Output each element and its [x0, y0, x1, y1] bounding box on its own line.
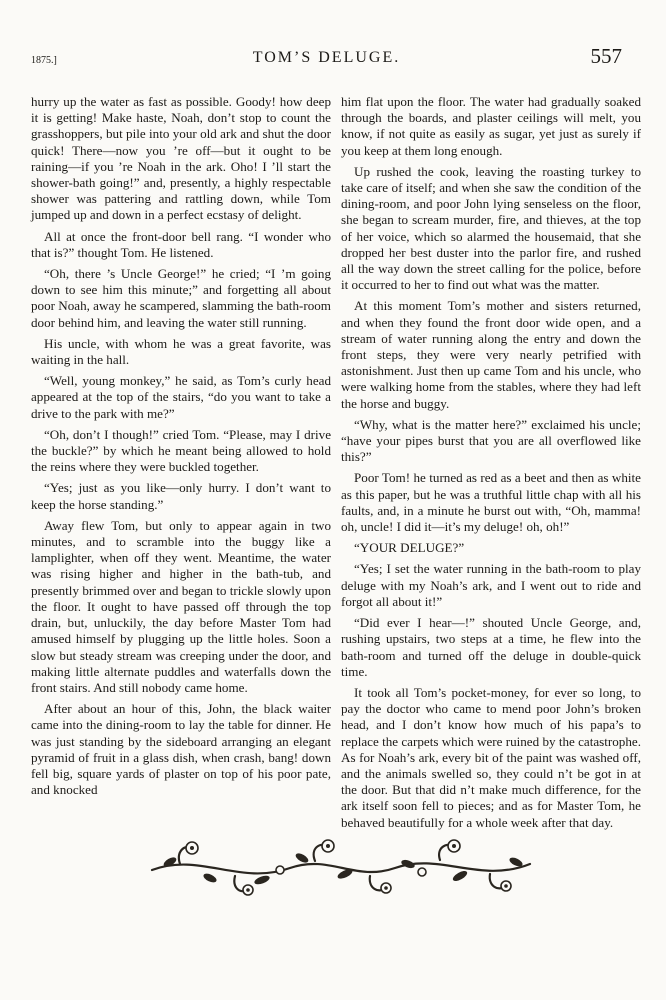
issue-date: 1875.]: [31, 55, 57, 66]
paragraph: Away flew Tom, but only to appear again in two minutes, and to scramble into the buggy like a lamplighter, when off they went. Meantime, the water was rising higher and higher in the bath-tub, and presently brimmed over and began to trickle slowly upon the floor. It ought to have passed off through the top drain, but, unluckily, the day before Master Tom had amused himself by plugging up the little holes. Soon a slow but steady stream was creeping under the door, and making little alternate puddles and waterfalls down the front stairs. And still nobody came home.: [31, 517, 331, 695]
right-column: [341, 94, 641, 836]
page-header: [31, 46, 622, 72]
paragraph: All at once the front-door bell rang. “I wonder who that is?” thought Tom. He listened.: [31, 228, 331, 260]
paragraph: “Oh, there ’s Uncle George!” he cried; “I ’m going down to see him this minute;” and forgetting all about poor Noah, away he scampered, slamming the bath-room door behind him, and leaving the water still running.: [31, 266, 331, 330]
paragraph: “Yes; just as you like—only hurry. I don’t want to keep the horse standing.”: [31, 480, 331, 512]
running-title: TOM’S DELUGE.: [252, 49, 401, 66]
page-number: 557: [590, 44, 622, 68]
paragraph: “Oh, don’t I though!” cried Tom. “Please, may I drive the buckle?” by which he meant being allowed to hold the reins where they were buckled together.: [31, 426, 331, 475]
left-column: [31, 94, 331, 803]
paragraph: hurry up the water as fast as possible. Goody! how deep it is getting! Make haste, Noah, don’t stop to count the grasshoppers, but pile into your old ark and shut the door quick! There—now you ’re off—but it ought to be raining—if you ’re Noah in the ark. Oho! I ’ll start the shower-bath going!” and, presently, a highly respectable shower was pattering and rattling down, while Tom jumped up and down in a perfect ecstasy of delight.: [31, 94, 331, 223]
paragraph: “Well, young monkey,” he said, as Tom’s curly head appeared at the top of the stairs, “do you want to take a drive to the park with me?”: [31, 373, 331, 421]
paragraph: It took all Tom’s pocket-money, for ever so long, to pay the doctor who came to mend poor John’s broken head, and I don’t know how much of his papa’s to replace the carpets which were ruined by the catastrophe. As for Noah’s ark, every bit of the paint was washed off, and the animals swelled so, they could n’t be got in at the door. But that did n’t make much difference, for the ark itself soon fell to pieces; and as for Master Tom, he behaved beautifully for a whole week after that day.: [341, 684, 641, 830]
paragraph: His uncle, with whom he was a great favorite, was waiting in the hall.: [31, 335, 331, 368]
paragraph: “Why, what is the matter here?” exclaimed his uncle; “have your pipes burst that you are all overflowed like this?”: [341, 416, 641, 465]
paragraph: Poor Tom! he turned as red as a beet and then as white as this paper, but he was a truthful little chap with all his faults, and, in a minute he burst out with, “Oh, mamma! oh, uncle! I did it—it’s my deluge! oh, oh!”: [341, 470, 641, 535]
paragraph: Up rushed the cook, leaving the roasting turkey to take care of itself; and when she saw the condition of the dining-room, and poor John lying senseless on the floor, she began to scream murder, fire, and thieves, at the top of her voice, which so alarmed the housemaid, that she dropped her best duster into the parlor fire, and rushed all the way down the street calling for the police, before it occurred to her to find out what was the matter.: [341, 163, 641, 293]
floral-vine-icon: [140, 834, 540, 898]
paragraph: “YOUR DELUGE?”: [354, 540, 465, 556]
paragraph: After about an hour of this, John, the black waiter came into the dining-room to lay the table for dinner. He was just standing by the sideboard arranging an elegant pyramid of fruit in a glass dish, when crash, bang! down fell big, square yards of plaster on top of his poor pate, and knocked: [31, 701, 331, 798]
paragraph: At this moment Tom’s mother and sisters returned, and when they found the front door wide open, and a stream of water running along the entry and down the front steps, they were very nearly petrified with astonishment. Just then up came Tom and his uncle, who were walking home from the stables, where they had left the horse and buggy.: [341, 298, 641, 411]
paragraph: “Yes; I set the water running in the bath-room to play deluge with my Noah’s ark, and I went out to ride and forgot all about it!”: [341, 561, 641, 609]
paragraph: “Did ever I hear—!” shouted Uncle George, and, rushing upstairs, two steps at a time, he flew into the bath-room and turned off the deluge in double-quick time.: [341, 615, 641, 679]
paragraph: him flat upon the floor. The water had gradually soaked through the boards, and plaster ceilings will melt, you know, if not quite as easily as sugar, yet just as surely if you keep at them long enough.: [341, 94, 641, 158]
